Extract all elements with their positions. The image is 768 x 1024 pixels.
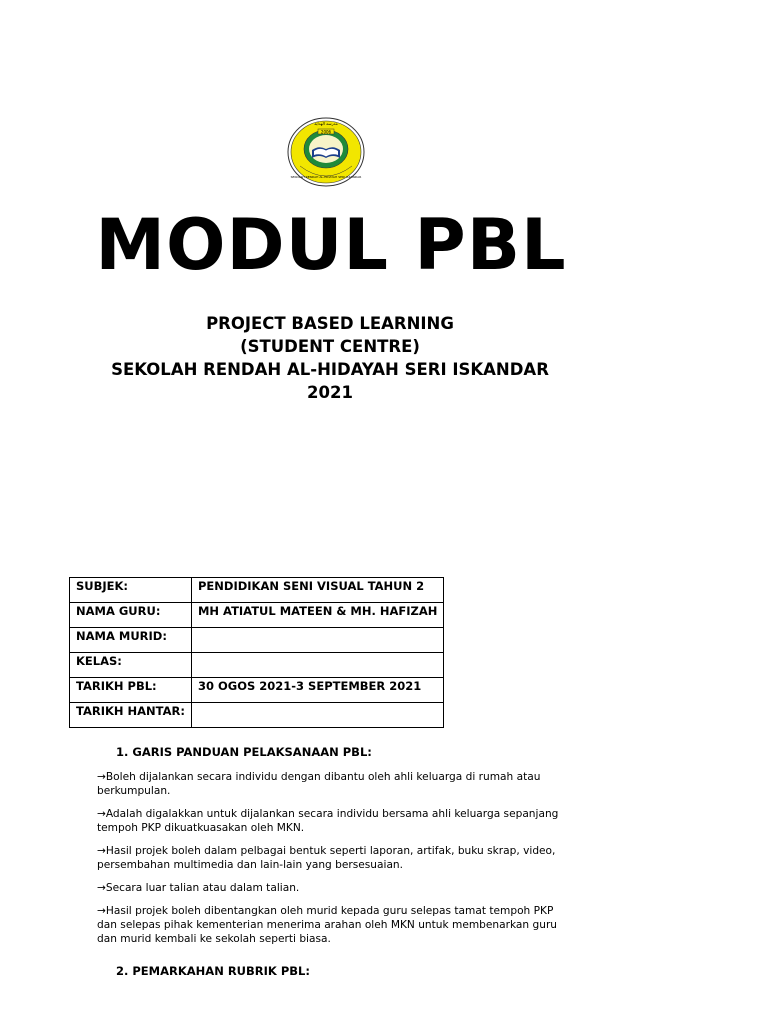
table-row (70, 603, 444, 628)
table-row (70, 678, 444, 703)
table-row (70, 578, 444, 603)
svg-text:2006: 2006 (320, 129, 332, 135)
guidelines-list (97, 770, 567, 955)
info-table (69, 577, 444, 728)
table-row (70, 628, 444, 653)
table-label: TARIKH PBL: (70, 678, 192, 703)
subtitle-line: (STUDENT CENTRE) (240, 337, 420, 356)
table-label: TARIKH HANTAR: (70, 703, 192, 728)
table-label: KELAS: (70, 653, 192, 678)
guideline-paragraph: →Boleh dijalankan secara individu dengan dibantu oleh ahli keluarga di rumah atau berkumpulan. (97, 771, 541, 797)
section-heading-guidelines: 1. GARIS PANDUAN PELAKSANAAN PBL: (116, 745, 372, 759)
subtitle-block (0, 312, 660, 404)
guideline-paragraph: →Hasil projek boleh dalam pelbagai bentuk seperti laporan, artifak, buku skrap, video, persembahan multimedia dan lain-lain yang bersesuaian. (97, 845, 556, 871)
table-value (191, 628, 443, 653)
subtitle-line: PROJECT BASED LEARNING (206, 314, 454, 333)
table-label: SUBJEK: (70, 578, 192, 603)
table-value (191, 653, 443, 678)
table-value: PENDIDIKAN SENI VISUAL TAHUN 2 (191, 578, 443, 603)
table-value: MH ATIATUL MATEEN & MH. HAFIZAH (191, 603, 443, 628)
section-heading-rubric: 2. PEMARKAHAN RUBRIK PBL: (116, 964, 310, 978)
guideline-paragraph: →Secara luar talian atau dalam talian. (97, 882, 300, 894)
school-crest-logo (286, 116, 366, 188)
table-value: 30 OGOS 2021-3 SEPTEMBER 2021 (191, 678, 443, 703)
subtitle-line: 2021 (307, 383, 353, 402)
table-value (191, 703, 443, 728)
table-row (70, 653, 444, 678)
table-label: NAMA GURU: (70, 603, 192, 628)
table-row (70, 703, 444, 728)
page-title: MODUL PBL (95, 204, 567, 286)
svg-text:SEKOLAH RENDAH AL-HIDAYAH SERI: SEKOLAH RENDAH AL-HIDAYAH SERI ISKANDAR (290, 175, 362, 179)
table-label: NAMA MURID: (70, 628, 192, 653)
svg-text:مدرسة الهداية: مدرسة الهداية (314, 121, 338, 126)
guideline-paragraph: →Hasil projek boleh dibentangkan oleh murid kepada guru selepas tamat tempoh PKP dan selepas pihak kementerian menerima arahan oleh MKN untuk membenarkan guru dan murid kembali ke sekolah seperti biasa. (97, 905, 558, 945)
subtitle-line: SEKOLAH RENDAH AL-HIDAYAH SERI ISKANDAR (111, 360, 549, 379)
guideline-paragraph: →Adalah digalakkan untuk dijalankan secara individu bersama ahli keluarga sepanjang tempoh PKP dikuatkuasakan oleh MKN. (97, 808, 559, 834)
